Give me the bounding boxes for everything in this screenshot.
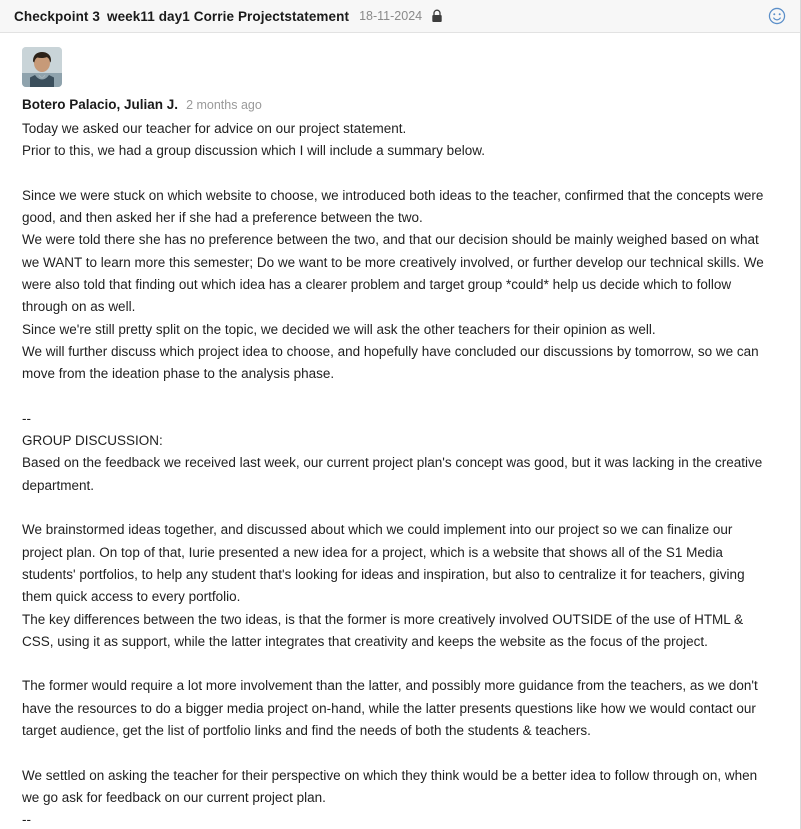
post-paragraph	[22, 497, 770, 519]
header-actions	[768, 7, 786, 25]
author-name[interactable]: Botero Palacio, Julian J.	[22, 97, 179, 112]
post-paragraph: We will further discuss which project idea to choose, and hopefully have concluded our discussions by tomorrow, so we can move from the ideation phase to the analysis phase.	[22, 343, 763, 382]
post-paragraph: We settled on asking the teacher for their perspective on which they think would be a better idea to follow through on, when we go ask for feedback on our current project plan.	[22, 767, 761, 805]
post-paragraph: Prior to this, we had a group discussion which I will include a summary below.	[22, 143, 485, 159]
lock-icon	[431, 9, 443, 23]
page-title-subject: week11 day1 Corrie Projectstatement	[106, 8, 350, 24]
post-byline	[22, 97, 770, 112]
post-content	[0, 33, 800, 829]
avatar[interactable]	[22, 47, 62, 87]
post-paragraph: The key differences between the two ideas, is that the former is more creatively involved OUTSIDE of the use of HTML & CSS, using it as support, while the latter integrates that creativity and keeps the website as the focus of the project.	[22, 611, 747, 649]
post-paragraph: The former would require a lot more involvement than the latter, and possibly more guidance from the teachers, as we don't have the resources to do a bigger media project on-hand, while the latter presents questions like how we would contact our target audience, get the list of portfolio links and find the needs of both the students & teachers.	[22, 678, 762, 739]
post-paragraph: Based on the feedback we received last week, our current project plan's concept was good, but it was lacking in the creative department.	[22, 455, 767, 493]
post-paragraph	[22, 742, 770, 764]
page-title-checkpoint: Checkpoint 3	[14, 8, 100, 24]
post-paragraph	[22, 653, 770, 675]
post-paragraph: We were told there she has no preference between the two, and that our decision should be mainly weighed based on what we WANT to learn more this semester; Do we want to be more creatively involved, or further develop our technical skills. We were also told that finding out which idea has a clearer problem and target group *could* help us decide which to follow through on as well.	[22, 232, 768, 315]
post-paragraph: --	[22, 812, 31, 828]
post-paragraph	[22, 386, 770, 408]
post-header	[0, 0, 800, 33]
post-paragraph	[22, 163, 770, 185]
post-paragraph: GROUP DISCUSSION:	[22, 433, 163, 449]
post-paragraph: Since we're still pretty split on the topic, we decided we will ask the other teachers for their opinion as well.	[22, 321, 656, 337]
post-date: 18-11-2024	[359, 9, 423, 23]
post-timestamp: 2 months ago	[186, 98, 262, 112]
post-paragraph: Since we were stuck on which website to choose, we introduced both ideas to the teacher, confirmed that the concepts were good, and then asked her if she had a preference between the two.	[22, 187, 768, 226]
post-paragraph: --	[22, 410, 31, 426]
post-body	[22, 118, 770, 829]
post-paragraph: We brainstormed ideas together, and discussed about which we could implement into our project so we can finalize our project plan. On top of that, Iurie presented a new idea for a project, which is a website that shows all of the S1 Media students' portfolios, to help any student that's looking for ideas and inspiration, but also to centralize it for teachers, giving them quick access to every portfolio.	[22, 522, 749, 605]
page-title	[14, 9, 349, 24]
post-paragraph: Today we asked our teacher for advice on our project statement.	[22, 121, 407, 136]
smiley-face-icon[interactable]	[768, 7, 786, 25]
